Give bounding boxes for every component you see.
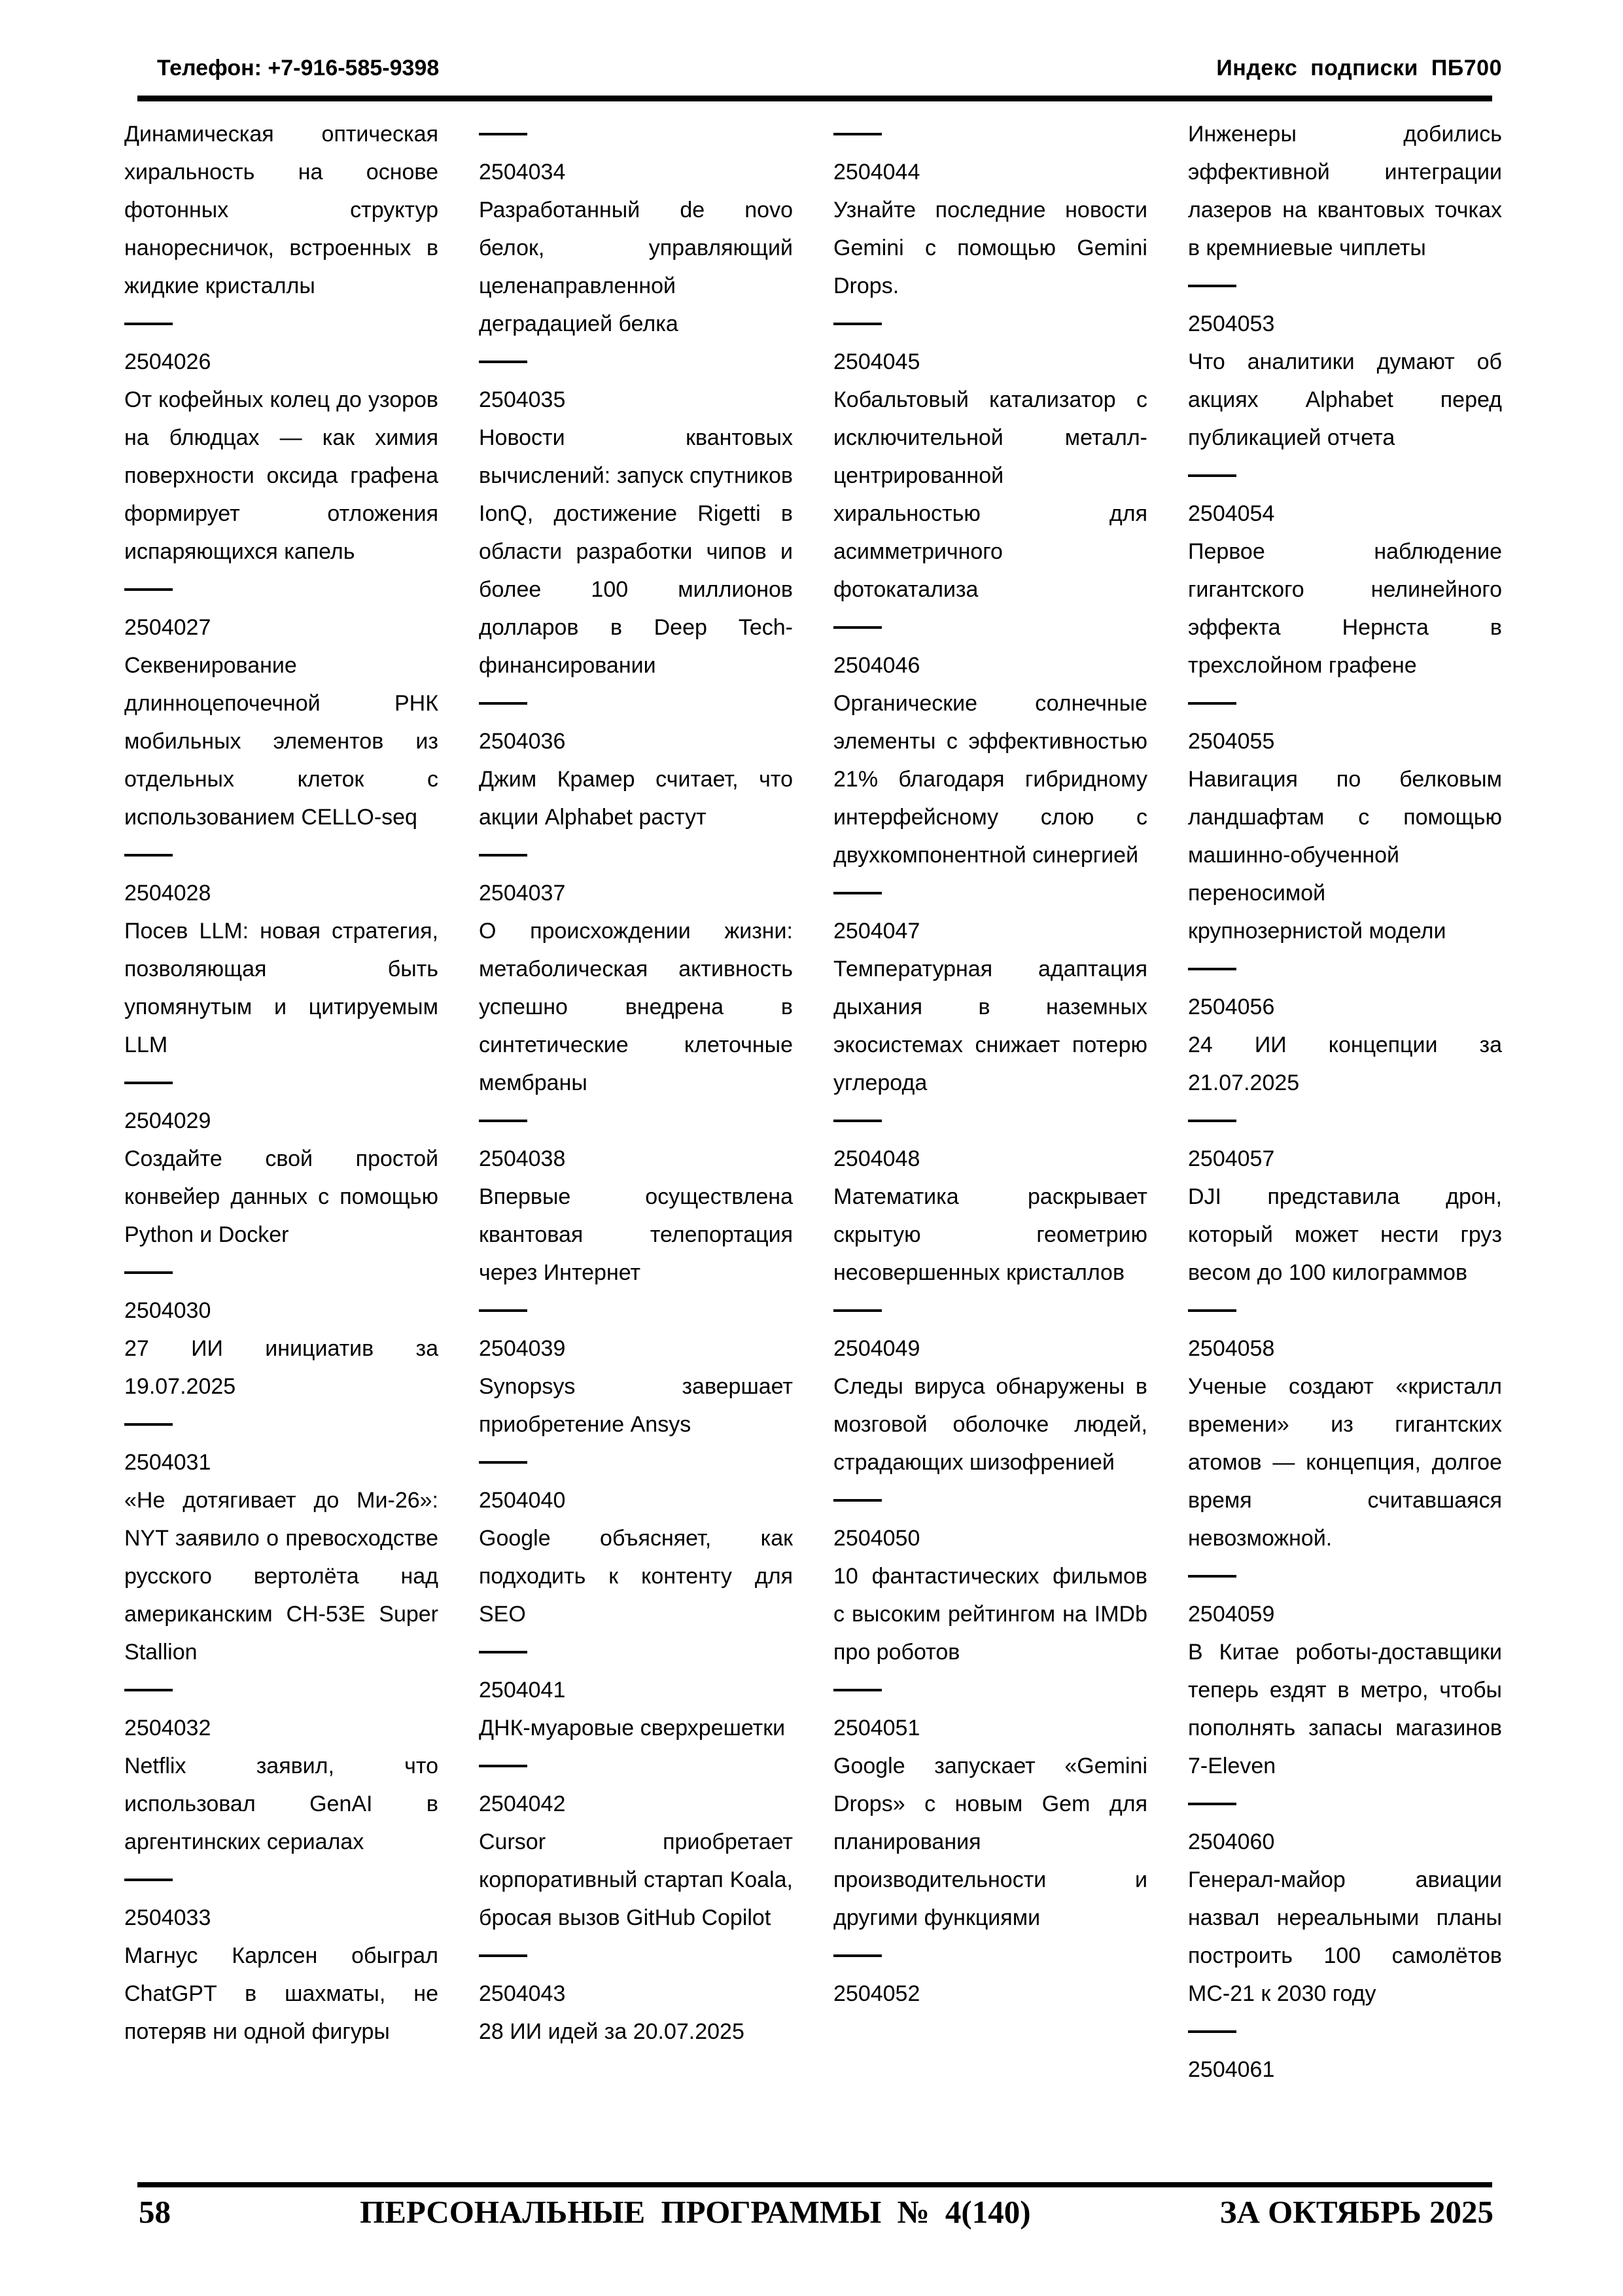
entry-title: Джим Крамер считает, что акции Alphabet растут	[479, 767, 793, 830]
catalog-entry-2504052	[833, 1975, 1147, 2013]
entry-id: 2504035	[479, 387, 566, 412]
entry-separator	[1188, 1785, 1502, 1823]
entry-separator	[479, 1633, 793, 1671]
entry-id: 2504047	[833, 919, 920, 944]
catalog-entry-2504043	[479, 1975, 793, 2051]
entry-id: 2504034	[479, 160, 566, 185]
entry-title: Ученые создают «кристалл времени» из гигантских атомов — концепция, долгое время считавшаяся невозможной.	[1188, 1374, 1502, 1551]
entry-id: 2504058	[1188, 1336, 1275, 1361]
entry-separator	[833, 609, 1147, 646]
entry-separator	[479, 1292, 793, 1330]
entry-separator	[124, 305, 438, 343]
separator-dash	[833, 1120, 882, 1122]
entry-id: 2504028	[124, 881, 211, 906]
separator-dash	[479, 133, 527, 135]
catalog-entry-2504047	[833, 912, 1147, 1102]
entry-separator	[1188, 1292, 1502, 1330]
footer-issue-period: ЗА ОКТЯБРЬ 2025	[1219, 2194, 1493, 2230]
entry-title: Навигация по белковым ландшафтам с помощью машинно-обученной переносимой крупнозернистой модели	[1188, 767, 1502, 944]
entry-title: Органические солнечные элементы с эффективностью 21% благодаря гибридному интерфейсному слою с двухкомпонентной синергией	[833, 691, 1147, 868]
entry-id: 2504050	[833, 1526, 920, 1551]
separator-dash	[1188, 285, 1236, 287]
separator-dash	[124, 1082, 173, 1084]
separator-dash	[1188, 968, 1236, 970]
catalog-entry-2504034	[479, 153, 793, 343]
entry-title: Узнайте последние новости Gemini с помощью Gemini Drops.	[833, 198, 1147, 298]
entry-title: Посев LLM: новая стратегия, позволяющая быть упомянутым и цитируемым LLM	[124, 919, 438, 1057]
entry-separator	[479, 1937, 793, 1975]
separator-dash	[1188, 1309, 1236, 1312]
separator-dash	[124, 323, 173, 325]
catalog-entry-2504032	[124, 1709, 438, 1861]
entry-separator	[1188, 267, 1502, 305]
entry-title: «Не дотягивает до Ми-26»: NYT заявило о превосходстве русского вертолёта над американским CH-53E Super Stallion	[124, 1488, 438, 1665]
entry-separator	[833, 1102, 1147, 1140]
entry-separator	[124, 1254, 438, 1292]
entry-id: 2504051	[833, 1716, 920, 1740]
entry-separator	[1188, 1557, 1502, 1595]
header-phone: Телефон: +7-916-585-9398	[157, 56, 440, 80]
header-subscription-index: Индекс подписки ПБ700	[1216, 56, 1502, 80]
separator-dash	[833, 1689, 882, 1691]
separator-dash	[833, 1954, 882, 1957]
separator-dash	[1188, 702, 1236, 705]
entry-separator	[833, 115, 1147, 153]
catalog-entry-2504057	[1188, 1140, 1502, 1292]
catalog-entry-2504041	[479, 1671, 793, 1747]
entries-columns	[124, 115, 1502, 2178]
catalog-entry-2504061	[1188, 2051, 1502, 2089]
entry-title: Математика раскрывает скрытую геометрию несовершенных кристаллов	[833, 1184, 1147, 1285]
separator-dash	[479, 1461, 527, 1464]
entry-title: Что аналитики думают об акциях Alphabet перед публикацией отчета	[1188, 349, 1502, 450]
catalog-entry-2504058	[1188, 1330, 1502, 1557]
catalog-entry-2504033	[124, 1899, 438, 2051]
separator-dash	[479, 854, 527, 857]
separator-dash	[124, 854, 173, 857]
entry-separator	[833, 1292, 1147, 1330]
entry-separator	[1188, 684, 1502, 722]
entry-id: 2504055	[1188, 729, 1275, 754]
catalog-entry-2504050	[833, 1519, 1147, 1671]
entry-title: ДНК-муаровые сверхрешетки	[479, 1716, 786, 1740]
entry-id: 2504052	[833, 1981, 920, 2006]
entry-title: Впервые осуществлена квантовая телепортация через Интернет	[479, 1184, 793, 1285]
separator-dash	[479, 361, 527, 363]
entry-separator	[1188, 950, 1502, 988]
entry-separator	[479, 684, 793, 722]
catalog-entry-2504054	[1188, 495, 1502, 684]
catalog-entry-2504035	[479, 381, 793, 684]
separator-dash	[833, 1309, 882, 1312]
entry-id: 2504046	[833, 653, 920, 678]
entry-separator	[124, 1671, 438, 1709]
catalog-entry-2504042	[479, 1785, 793, 1937]
entry-column-4	[1188, 115, 1502, 2178]
catalog-entry-2504038	[479, 1140, 793, 1292]
catalog-entry-2504028	[124, 874, 438, 1064]
entry-id: 2504029	[124, 1108, 211, 1133]
separator-dash	[833, 133, 882, 135]
entry-title: Новости квантовых вычислений: запуск спутников IonQ, достижение Rigetti в области разработки чипов и более 100 миллионов долларов в Deep Tech-финансировании	[479, 425, 793, 678]
entry-id: 2504031	[124, 1450, 211, 1475]
separator-dash	[479, 702, 527, 705]
catalog-entry-2504040	[479, 1481, 793, 1633]
catalog-entry-2504046	[833, 646, 1147, 874]
entry-title: 28 ИИ идей за 20.07.2025	[479, 2019, 744, 2044]
entry-id: 2504038	[479, 1146, 566, 1171]
entry-id: 2504043	[479, 1981, 566, 2006]
entry-separator	[833, 305, 1147, 343]
separator-dash	[1188, 474, 1236, 477]
separator-dash	[479, 1765, 527, 1767]
catalog-entry-2504039	[479, 1330, 793, 1443]
catalog-entry-2504030	[124, 1292, 438, 1405]
entry-separator	[1188, 457, 1502, 495]
entry-title: Google объясняет, как подходить к контенту для SEO	[479, 1526, 793, 1627]
separator-dash	[833, 1499, 882, 1502]
entry-title: Создайте свой простой конвейер данных с помощью Python и Docker	[124, 1146, 438, 1247]
entry-id: 2504056	[1188, 995, 1275, 1019]
entry-title: От кофейных колец до узоров на блюдцах — как химия поверхности оксида графена формирует отложения испаряющихся капель	[124, 387, 438, 564]
entry-separator	[124, 1064, 438, 1102]
catalog-entry-2504036	[479, 722, 793, 836]
entry-title: Кобальтовый катализатор с исключительной металл-центрированной хиральностью для асимметричного фотокатализа	[833, 387, 1147, 602]
entry-title: Магнус Карлсен обыграл ChatGPT в шахматы, не потеряв ни одной фигуры	[124, 1943, 438, 2044]
catalog-entry-continued	[124, 115, 438, 305]
entry-id: 2504049	[833, 1336, 920, 1361]
entry-separator	[124, 571, 438, 609]
separator-dash	[124, 1879, 173, 1881]
entry-column-2	[479, 115, 793, 2178]
entry-id: 2504041	[479, 1678, 566, 1703]
footer-magazine-title: ПЕРСОНАЛЬНЫЕ ПРОГРАММЫ № 4(140)	[360, 2194, 1031, 2230]
separator-dash	[833, 323, 882, 325]
separator-dash	[833, 892, 882, 894]
entry-title: Google запускает «Gemini Drops» с новым Gem для планирования производительности и другими функциями	[833, 1754, 1147, 1930]
entry-separator	[1188, 2013, 1502, 2051]
separator-dash	[124, 1271, 173, 1274]
entry-id: 2504026	[124, 349, 211, 374]
entry-title: 27 ИИ инициатив за 19.07.2025	[124, 1336, 438, 1399]
entry-title: 10 фантастических фильмов с высоким рейтингом на IMDb про роботов	[833, 1564, 1147, 1665]
separator-dash	[1188, 2030, 1236, 2033]
page-header	[157, 55, 1502, 81]
separator-dash	[1188, 1575, 1236, 1578]
entry-title: Температурная адаптация дыхания в наземных экосистемах снижает потерю углерода	[833, 957, 1147, 1095]
entry-id: 2504059	[1188, 1602, 1275, 1627]
catalog-entry-2504049	[833, 1330, 1147, 1481]
entry-id: 2504042	[479, 1792, 566, 1816]
catalog-entry-2504056	[1188, 988, 1502, 1102]
entry-title: Следы вируса обнаружены в мозговой оболочке людей, страдающих шизофренией	[833, 1374, 1147, 1475]
entry-column-1	[124, 115, 438, 2178]
entry-id: 2504060	[1188, 1829, 1275, 1854]
separator-dash	[479, 1309, 527, 1312]
entry-id: 2504039	[479, 1336, 566, 1361]
entry-separator	[833, 1937, 1147, 1975]
entry-title: 24 ИИ концепции за 21.07.2025	[1188, 1033, 1502, 1095]
page-footer	[139, 2193, 1493, 2231]
entry-id: 2504044	[833, 160, 920, 185]
catalog-entry-2504044	[833, 153, 1147, 305]
footer-rule	[137, 2182, 1492, 2187]
entry-title: Netflix заявил, что использовал GenAI в аргентинских сериалах	[124, 1754, 438, 1854]
entry-title: Генерал-майор авиации назвал нереальными планы построить 100 самолётов МС-21 к 2030 году	[1188, 1867, 1502, 2006]
catalog-entry-2504060	[1188, 1823, 1502, 2013]
entry-id: 2504057	[1188, 1146, 1275, 1171]
entry-column-3	[833, 115, 1147, 2178]
catalog-entry-2504045	[833, 343, 1147, 609]
entry-title: Разработанный de novo белок, управляющий целенаправленной деградацией белка	[479, 198, 793, 336]
separator-dash	[479, 1954, 527, 1957]
entry-separator	[833, 1671, 1147, 1709]
entry-separator	[479, 1747, 793, 1785]
entry-id: 2504036	[479, 729, 566, 754]
separator-dash	[124, 588, 173, 591]
entry-separator	[479, 343, 793, 381]
entry-id: 2504054	[1188, 501, 1275, 526]
catalog-entry-2504048	[833, 1140, 1147, 1292]
separator-dash	[124, 1423, 173, 1426]
entry-id: 2504048	[833, 1146, 920, 1171]
entry-separator	[479, 115, 793, 153]
entry-title: Секвенирование длинноцепочечной РНК мобильных элементов из отдельных клеток с использованием CELLO-seq	[124, 653, 438, 830]
entry-separator	[1188, 1102, 1502, 1140]
entry-separator	[479, 836, 793, 874]
entry-id: 2504061	[1188, 2057, 1275, 2082]
entry-separator	[479, 1443, 793, 1481]
catalog-entry-2504055	[1188, 722, 1502, 950]
entry-separator	[124, 1405, 438, 1443]
entry-separator	[833, 874, 1147, 912]
entry-id: 2504045	[833, 349, 920, 374]
catalog-entry-2504051	[833, 1709, 1147, 1937]
catalog-entry-2504029	[124, 1102, 438, 1254]
entry-title: Первое наблюдение гигантского нелинейного эффекта Нернста в трехслойном графене	[1188, 539, 1502, 678]
header-rule	[137, 96, 1492, 101]
separator-dash	[124, 1689, 173, 1691]
catalog-entry-2504059	[1188, 1595, 1502, 1785]
entry-id: 2504033	[124, 1905, 211, 1930]
entry-id: 2504040	[479, 1488, 566, 1513]
catalog-entry-2504037	[479, 874, 793, 1102]
entry-title: Инженеры добились эффективной интеграции лазеров на квантовых точках в кремниевые чиплеты	[1188, 122, 1502, 260]
entry-title: Динамическая оптическая хиральность на основе фотонных структур наноресничок, встроенных в жидкие кристаллы	[124, 122, 438, 298]
separator-dash	[833, 626, 882, 629]
catalog-entry-continued	[1188, 115, 1502, 267]
entry-separator	[479, 1102, 793, 1140]
separator-dash	[479, 1651, 527, 1653]
entry-id: 2504037	[479, 881, 566, 906]
entry-title: В Китае роботы-доставщики теперь ездят в метро, чтобы пополнять запасы магазинов 7-Eleven	[1188, 1640, 1502, 1778]
entry-title: DJI представила дрон, который может нести груз весом до 100 килограммов	[1188, 1184, 1502, 1285]
catalog-entry-2504027	[124, 609, 438, 836]
entry-title: Synopsys завершает приобретение Ansys	[479, 1374, 793, 1437]
entry-separator	[124, 1861, 438, 1899]
entry-id: 2504032	[124, 1716, 211, 1740]
entry-title: Cursor приобретает корпоративный стартап Koala, бросая вызов GitHub Copilot	[479, 1829, 793, 1930]
separator-dash	[1188, 1803, 1236, 1805]
separator-dash	[479, 1120, 527, 1122]
entry-id: 2504027	[124, 615, 211, 640]
entry-id: 2504030	[124, 1298, 211, 1323]
entry-title: О происхождении жизни: метаболическая активность успешно внедрена в синтетические клеточные мембраны	[479, 919, 793, 1095]
entry-separator	[124, 836, 438, 874]
catalog-entry-2504031	[124, 1443, 438, 1671]
entry-id: 2504053	[1188, 311, 1275, 336]
footer-page-number: 58	[139, 2194, 171, 2230]
separator-dash	[1188, 1120, 1236, 1122]
catalog-entry-2504053	[1188, 305, 1502, 457]
catalog-entry-2504026	[124, 343, 438, 571]
entry-separator	[833, 1481, 1147, 1519]
